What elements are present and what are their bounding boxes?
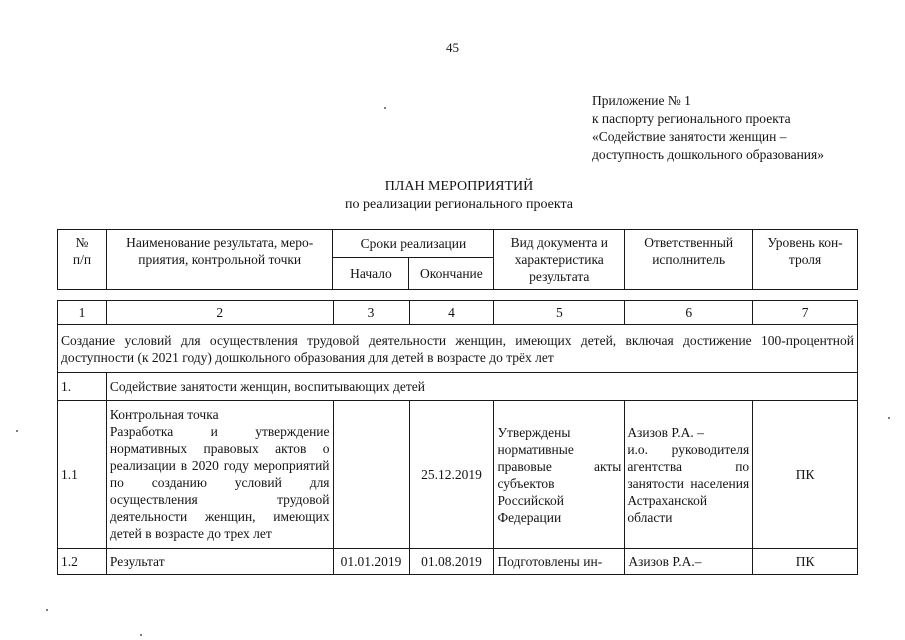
column-number: 6 [625, 301, 753, 325]
header-responsible-line: исполнитель [652, 252, 726, 267]
plan-subtitle: по реализации регионального проекта [345, 197, 573, 212]
plan-table [57, 300, 858, 575]
row-document: Подготовлены ин- [494, 549, 625, 575]
scan-speck [46, 609, 48, 611]
row-control-level: ПК [753, 401, 858, 549]
responsible-name: Азизов Р.А. – [627, 424, 704, 440]
header-responsible-line: Ответственный [644, 235, 734, 250]
responsible-role: и.о. руководителя агентства по занятости населения Астраханской области [627, 441, 750, 525]
row-number: 1.1 [58, 401, 107, 549]
row-start-date: 01.01.2019 [333, 549, 409, 575]
section-title: Создание условий для осуществления трудовой деятельности женщин, имеющих детей, включая достижение 100-процентной доступности (к 2021 году) дошкольного образования для детей в возрасте до трёх лет [58, 325, 858, 373]
column-number: 4 [409, 301, 494, 325]
header-name-line: приятия, контрольной точки [138, 252, 302, 267]
header-no-line: п/п [72, 252, 92, 267]
header-table [57, 229, 858, 290]
plan-heading [0, 178, 905, 214]
header-document [494, 230, 625, 290]
column-number: 5 [494, 301, 625, 325]
row-end-date: 01.08.2019 [409, 549, 494, 575]
header-document-line: Вид документа и [510, 235, 609, 250]
section-row [58, 325, 858, 373]
header-name [106, 230, 333, 290]
header-no [58, 230, 107, 290]
appendix-line: доступность дошкольного образования» [592, 147, 824, 162]
column-number: 7 [753, 301, 858, 325]
header-name-line: Наименование результата, меро- [126, 235, 314, 250]
row-name: Разработка и утверждение нормативных правовых актов о реализации в 2020 году мероприятий по созданию условий для осуществления трудовой деятельности женщин, имеющих детей в возрасте до трех лет [109, 424, 330, 541]
row-number: 1.2 [58, 549, 107, 575]
table-row [58, 401, 858, 549]
checkpoint-label: Контрольная точка [109, 407, 219, 422]
scan-speck [16, 430, 18, 432]
header-no-line: № [75, 235, 89, 250]
header-terms: Сроки реализации [333, 230, 494, 258]
header-start: Начало [333, 258, 409, 290]
row-end-date: 25.12.2019 [409, 401, 494, 549]
header-control-level-line: Уровень кон- [767, 235, 843, 250]
row-number: 1. [58, 373, 107, 401]
column-number: 1 [58, 301, 107, 325]
column-number: 3 [333, 301, 409, 325]
header-control-level [753, 230, 858, 290]
scan-speck [384, 107, 386, 109]
row-document: Утверждены нормативные правовые акты субъектов Российской Федерации [494, 401, 625, 549]
row-control-level: ПК [753, 549, 858, 575]
appendix-line: к паспорту регионального проекта [592, 111, 791, 126]
row-name-cell [106, 401, 333, 549]
header-end: Окончание [409, 258, 494, 290]
appendix-line: Приложение № 1 [592, 93, 691, 108]
header-document-line: характеристика [514, 252, 604, 267]
header-control-level-line: троля [788, 252, 822, 267]
column-number-row [58, 301, 858, 325]
header-responsible [625, 230, 753, 290]
table-row [58, 549, 858, 575]
page-number: 45 [446, 40, 459, 55]
row-responsible: Азизов Р.А.– [625, 549, 753, 575]
table-row [58, 373, 858, 401]
scan-speck [888, 417, 890, 419]
row-responsible [625, 401, 753, 549]
row-start-date [333, 401, 409, 549]
row-name: Содействие занятости женщин, воспитывающих детей [106, 373, 857, 401]
row-name: Результат [106, 549, 333, 575]
appendix-block [592, 92, 824, 164]
header-document-line: результата [529, 269, 590, 284]
appendix-line: «Содействие занятости женщин – [592, 129, 787, 144]
scan-speck [140, 634, 142, 636]
column-number: 2 [106, 301, 333, 325]
plan-title: ПЛАН МЕРОПРИЯТИЙ [384, 179, 534, 194]
